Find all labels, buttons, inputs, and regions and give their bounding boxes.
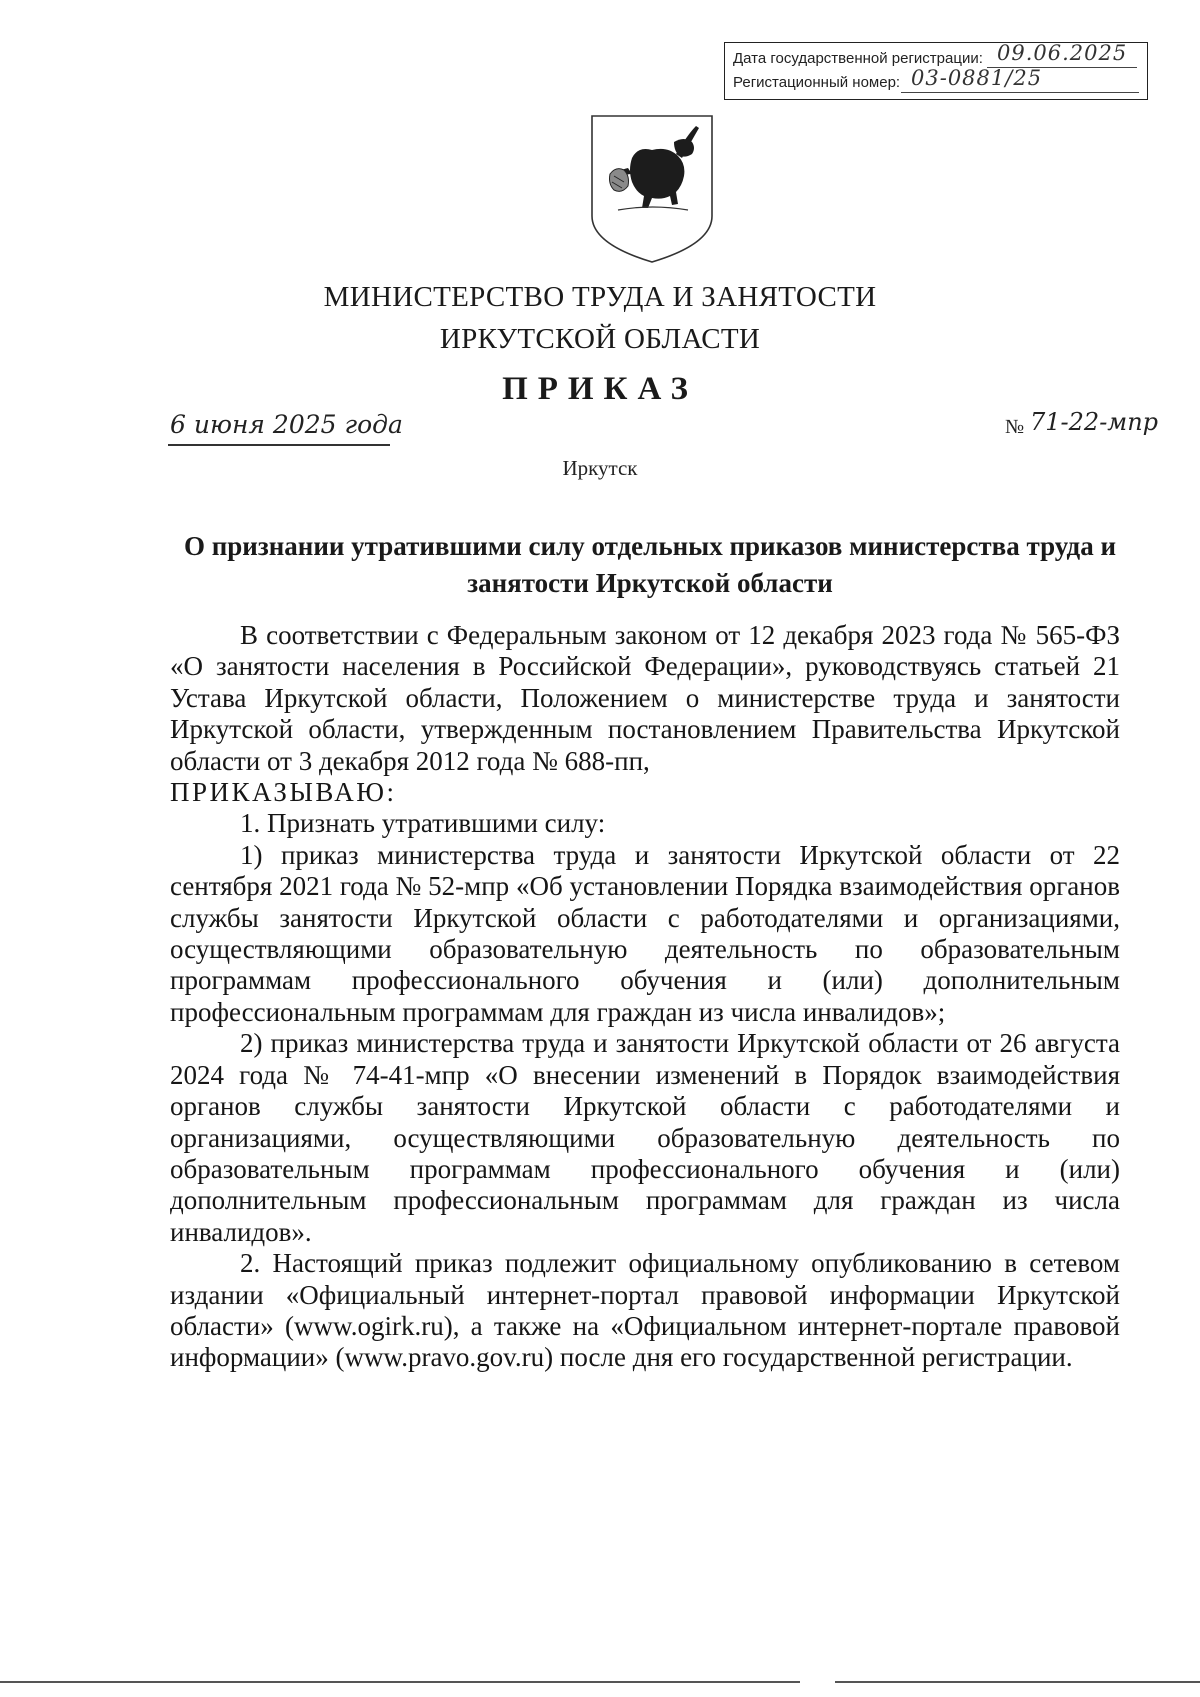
footer-rule-right [835, 1681, 1200, 1683]
item-1-1: 1) приказ министерства труда и занятости Иркутской области от 22 сентября 2021 года № 52-мпр «Об установлении Порядка взаимодействия органов службы занятости Иркутской области с работодателями и организациями, осуществляющими образовательную деятельность по образовательным программам профессионального обучения и (или) дополнительным профессиональным программам для граждан из числа инвалидов»; [170, 839, 1120, 1027]
order-body [170, 620, 1120, 1374]
document-type-heading: ПРИКАЗ [502, 371, 698, 407]
ministry-name-line1: МИНИСТЕРСТВО ТРУДА И ЗАНЯТОСТИ [323, 281, 877, 313]
registration-stamp [724, 42, 1148, 100]
item-1-2: 2) приказ министерства труда и занятости Иркутской области от 26 августа 2024 года № 74-41-мпр «О внесении изменений в Порядок взаимодействия органов службы занятости Иркутской области с работодателями и организациями, осуществляющими образовательную деятельность по образовательным программам профессионального обучения и (или) дополнительным профессиональным программам для граждан из числа инвалидов». [170, 1028, 1120, 1247]
registration-date-label: Дата государственной регистрации: [733, 50, 983, 67]
ministry-name-line2: ИРКУТСКОЙ ОБЛАСТИ [439, 323, 761, 355]
registration-number-underline [901, 92, 1139, 93]
registration-number-label: Регистационный номер: [733, 74, 901, 91]
registration-number-value: 03-0881/25 [911, 66, 1043, 90]
item-1: 1. Признать утратившими силу: [240, 808, 606, 839]
order-date: 6 июня 2025 года [170, 410, 403, 439]
city-name: Иркутск [562, 456, 638, 480]
order-title: О признании утратившими силу отдельных приказов министерства труда и занятости Иркутской области [183, 531, 1117, 598]
order-word: ПРИКАЗЫВАЮ: [170, 777, 397, 808]
item-2: 2. Настоящий приказ подлежит официальному опубликованию в сетевом издании «Официальный интернет-портал правовой информации Иркутской области» (www.ogirk.ru), а также на «Официальном интернет-портале правовой информации» (www.pravo.gov.ru) после дня его государственной регистрации. [170, 1248, 1120, 1373]
footer-rule-left [0, 1681, 800, 1683]
order-date-underline [168, 444, 390, 446]
order-number: 71-22-мпр [1030, 408, 1159, 436]
registration-date-value: 09.06.2025 [997, 41, 1128, 65]
order-number-prefix: № [1005, 416, 1025, 438]
coat-of-arms-icon [588, 112, 716, 264]
preamble-paragraph: В соответствии с Федеральным законом от 12 декабря 2023 года № 565-ФЗ «О занятости населения в Российской Федерации», руководствуясь статьей 21 Устава Иркутской области, Положением о министерстве труда и занятости Иркутской области, утвержденным постановлением Правительства Иркутской области от 3 декабря 2012 года № 688-пп, [170, 620, 1120, 776]
